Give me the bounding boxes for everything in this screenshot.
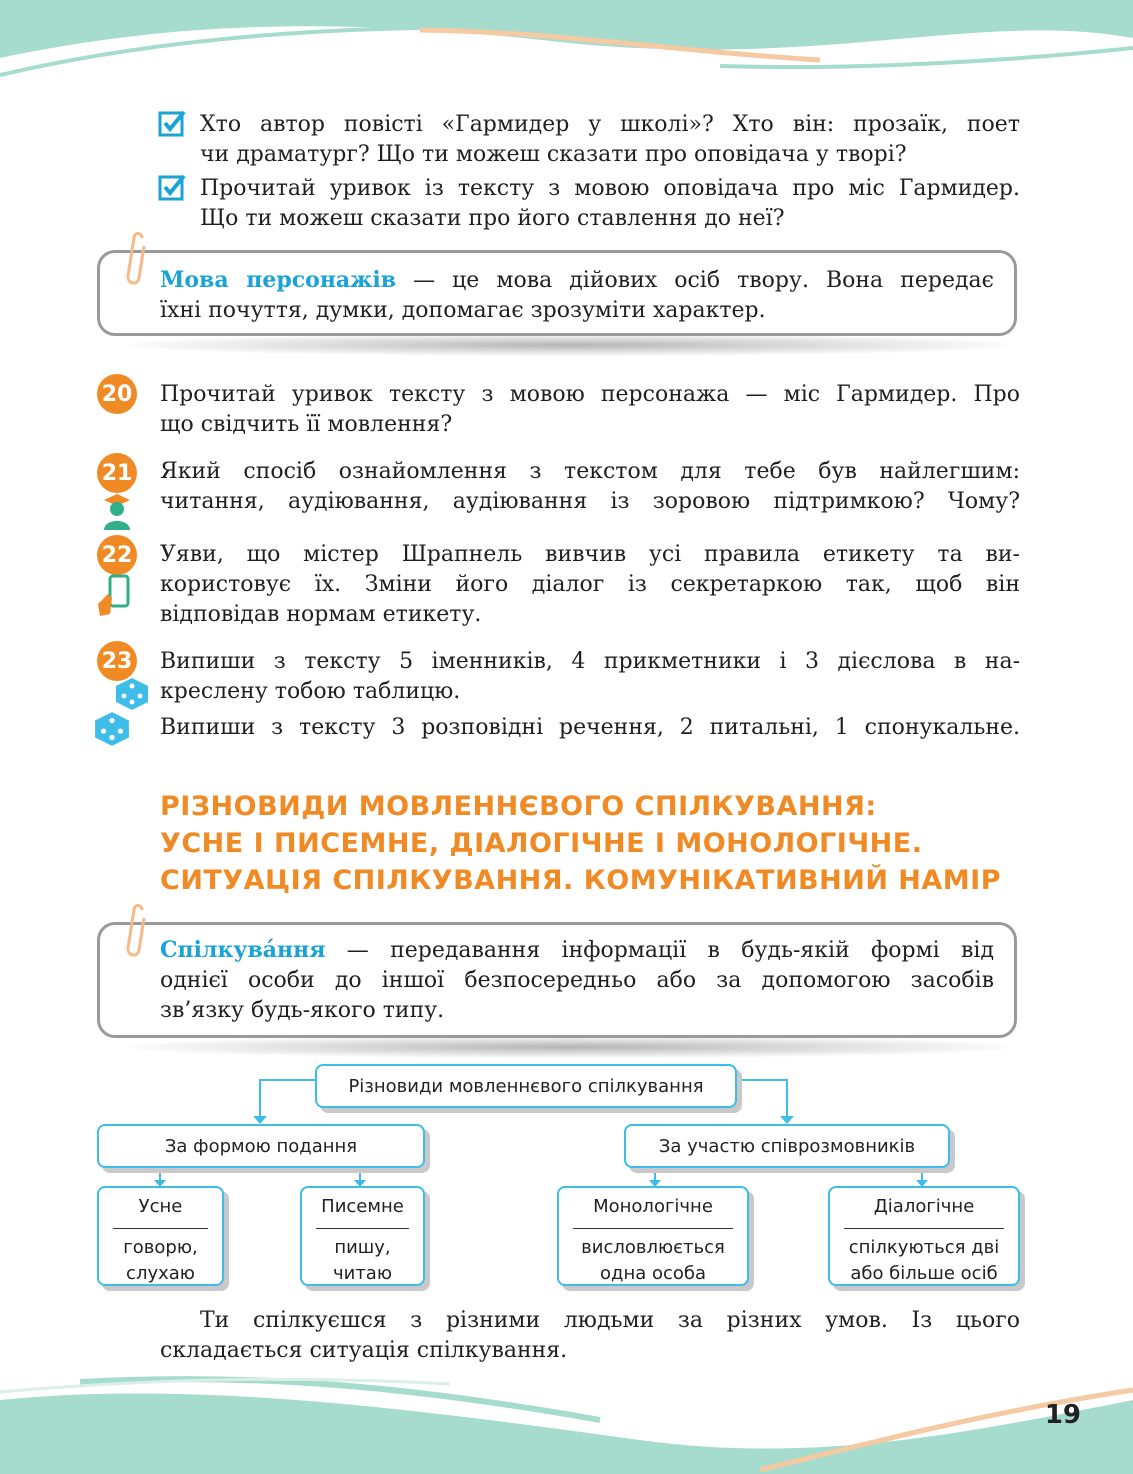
definition-shadow	[130, 334, 1010, 356]
tablet-hand-icon	[96, 574, 136, 618]
leaf-title: Монологічне	[593, 1196, 713, 1217]
diagram-branch-form	[97, 1124, 425, 1168]
page-number: 19	[1044, 1400, 1081, 1430]
dice-icon	[114, 676, 150, 712]
leaf-desc: читаю	[332, 1263, 392, 1284]
leaf-desc: одна особа	[599, 1263, 707, 1284]
diagram-branch-label: За участю співрозмовників	[658, 1135, 916, 1157]
diagram-leaf-oral	[97, 1186, 224, 1286]
leaf-desc: спілкуються дві	[848, 1237, 1000, 1258]
leaf-desc: говорю,	[123, 1237, 198, 1258]
definition-text-2: однієї особи до іншої безпосередньо або за допомогою засобів	[160, 968, 994, 993]
definition-text: — це мова дійових осіб твору. Вона передає	[396, 268, 994, 293]
check-question-2: Прочитай уривок із тексту з мовою оповідача про міс Гармидер. Що ти можеш сказати про його ставлення до неї?	[200, 176, 1020, 231]
diagram-leaf-dialogic	[828, 1186, 1020, 1286]
check-question-1: Хто автор повісті «Гармидер у школі»? Хто він: прозаїк, поет чи драматург? Що ти можеш сказати про оповідача у творі?	[200, 112, 1020, 167]
diagram-branch-participants	[624, 1124, 950, 1168]
term-characters-speech: Мова персонажів	[160, 267, 397, 293]
task-number-22: 22	[97, 535, 137, 575]
task-number-23: 23	[97, 641, 137, 681]
paperclip-icon	[118, 904, 152, 962]
leaf-divider	[844, 1228, 1004, 1229]
leaf-divider	[316, 1228, 409, 1229]
paperclip-icon	[118, 232, 152, 290]
leaf-divider	[113, 1228, 208, 1229]
section-heading-line: УСНЕ І ПИСЕМНЕ, ДІАЛОГІЧНЕ І МОНОЛОГІЧНЕ.	[160, 828, 923, 859]
leaf-desc: або більше осіб	[850, 1263, 998, 1284]
leaf-divider	[573, 1228, 733, 1229]
section-heading	[160, 788, 1001, 899]
definition-text-3: зв’язку будь-якого типу.	[160, 998, 445, 1023]
diagram-branch-label: За формою подання	[164, 1135, 358, 1157]
checkbox-checked-icon	[158, 110, 184, 136]
leaf-title: Усне	[138, 1196, 183, 1217]
task-20-text: Прочитай уривок тексту з мовою персонажа — міс Гармидер. Про що свідчить її мовлення?	[160, 382, 1020, 437]
checkbox-checked-icon	[158, 174, 184, 200]
leaf-title: Діалогічне	[873, 1196, 975, 1217]
task-21-text: Який спосіб ознайомлення з текстом для тебе був найлегшим: читання, аудіювання, аудіювання із зоровою підтримкою? Чому?	[160, 459, 1020, 514]
diagram-root-label: Різновиди мовленнєвого спілкування	[348, 1075, 704, 1097]
top-wave-decoration	[0, 0, 1133, 80]
dice-icon	[93, 710, 131, 748]
task-number-20: 20	[97, 374, 137, 414]
leaf-desc: висловлюється	[581, 1237, 725, 1258]
task-23-text: Випиши з тексту 5 іменників, 4 прикметники і 3 дієслова в на- креслену тобою таблицю.	[160, 649, 1020, 704]
bottom-wave-decoration	[0, 1370, 1133, 1474]
task-22-text: Уяви, що містер Шрапнель вивчив усі правила етикету та ви- користовує їх. Зміни його діалог із секретаркою так, щоб він відповідав нормам етикету.	[160, 542, 1020, 627]
definition-text: — передавання інформації в будь-якій формі від	[325, 938, 994, 963]
section-heading-line: СИТУАЦІЯ СПІЛКУВАННЯ. КОМУНІКАТИВНИЙ НАМІР	[160, 865, 1002, 896]
definition-box-speech	[97, 250, 1017, 336]
leaf-desc: слухаю	[126, 1263, 195, 1284]
term-communication: Спілкува́ння	[160, 937, 326, 963]
graduate-student-icon	[100, 492, 134, 532]
definition-box-communication	[97, 922, 1017, 1038]
diagram-root	[315, 1064, 737, 1108]
section-heading-line: РІЗНОВИДИ МОВЛЕННЄВОГО СПІЛКУВАННЯ:	[160, 791, 877, 822]
definition-text-2: їхні почуття, думки, допомагає зрозуміти характер.	[160, 298, 766, 323]
diagram-leaf-written	[300, 1186, 425, 1286]
definition-shadow	[130, 1036, 1010, 1058]
leaf-title: Писемне	[321, 1196, 404, 1217]
task-23-extra-text: Випиши з тексту 3 розповідні речення, 2 питальні, 1 спонукальне.	[160, 715, 1020, 740]
task-number-21: 21	[97, 453, 137, 493]
diagram-leaf-monologic	[557, 1186, 749, 1286]
closing-paragraph: Ти спілкуєшся з різними людьми за різних умов. Із цього складається ситуація спілкування.	[160, 1308, 1020, 1363]
leaf-desc: пишу,	[334, 1237, 391, 1258]
